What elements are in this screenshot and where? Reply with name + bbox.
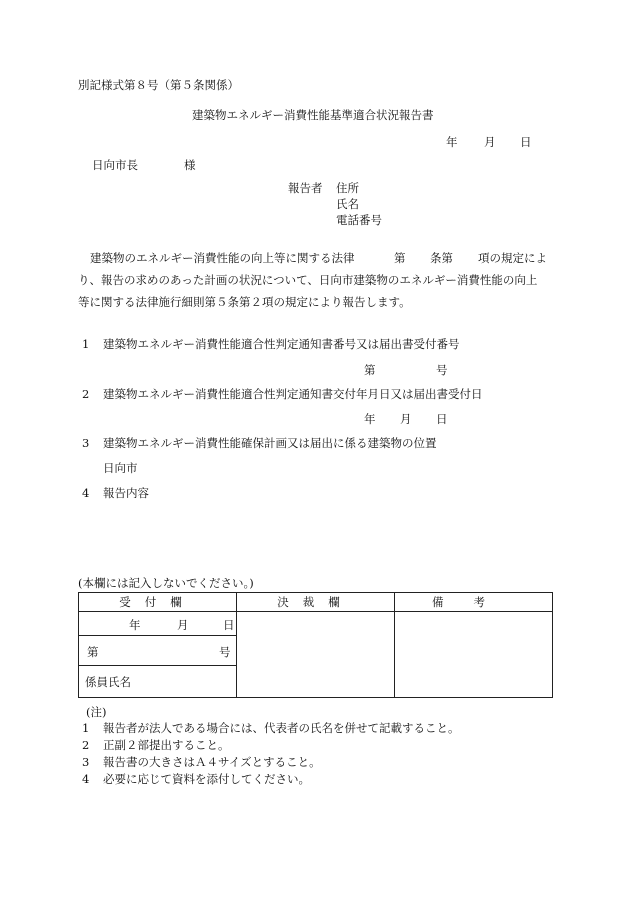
form-label: 別記様式第８号（第５条関係）: [78, 78, 239, 92]
item-2-sub-a: 年: [364, 412, 376, 426]
date-year: 年: [446, 135, 458, 149]
note-3-text: 報告書の大きさはＡ４サイズとすること。: [103, 755, 321, 769]
note-2-num: 2: [82, 738, 90, 752]
reception-number-suffix: 号: [219, 644, 231, 659]
reporter-name: 氏名: [336, 197, 359, 211]
reporter-phone: 電話番号: [336, 213, 382, 227]
table-header-row: [79, 593, 553, 612]
addressee-name: 日向市長: [92, 158, 138, 172]
body-line-2: り、報告の求めのあった計画の状況について、日向市建築物のエネルギー消費性能の向上: [78, 273, 538, 287]
reception-number-prefix: 第: [87, 644, 99, 659]
note-4-text: 必要に応じて資料を添付してください。: [103, 772, 310, 786]
body-line-1b: 第: [394, 251, 406, 265]
office-use-table: [78, 592, 553, 698]
item-1-sub-b: 号: [436, 363, 448, 377]
note-4-num: 4: [82, 772, 90, 786]
reporter-address: 住所: [336, 181, 359, 195]
body-line-3: 等に関する法律施行細則第５条第２項の規定により報告します。: [78, 295, 411, 309]
item-2-sub-c: 日: [436, 412, 448, 426]
note-2-text: 正副２部提出すること。: [103, 738, 230, 752]
date-month: 月: [484, 135, 496, 149]
date-day: 日: [520, 135, 532, 149]
table-caption: (本欄には記入しないでください。): [78, 576, 254, 590]
body-line-1d: 項の規定によ: [478, 251, 547, 265]
page-title: 建築物エネルギー消費性能基準適合状況報告書: [192, 108, 434, 122]
reception-number-cell: [79, 636, 237, 666]
item-4-text: 報告内容: [103, 486, 149, 500]
header-remarks: 備考: [395, 593, 553, 612]
reception-day: 日: [223, 617, 235, 632]
header-reception: 受付欄: [79, 593, 237, 612]
note-1-text: 報告者が法人である場合には、代表者の氏名を併せて記載すること。: [103, 721, 460, 735]
item-1-sub-a: 第: [364, 363, 376, 377]
item-1-text: 建築物エネルギー消費性能適合性判定通知書番号又は届出書受付番号: [103, 337, 460, 351]
note-3-num: 3: [82, 755, 90, 769]
item-1-num: 1: [82, 337, 90, 351]
item-3-sub: 日向市: [103, 461, 138, 475]
approval-cell: [237, 612, 395, 698]
addressee-honorific: 様: [184, 158, 196, 172]
body-line-1c: 条第: [430, 251, 453, 265]
remarks-cell: [395, 612, 553, 698]
item-3-num: 3: [82, 436, 90, 450]
staff-name-cell: 係員氏名: [79, 666, 237, 698]
body-line-1a: 建築物のエネルギー消費性能の向上等に関する法律: [90, 251, 355, 265]
table-row: [79, 612, 553, 636]
note-1-num: 1: [82, 721, 90, 735]
item-2-sub-b: 月: [400, 412, 412, 426]
reception-date-cell: [79, 612, 237, 636]
item-2-text: 建築物エネルギー消費性能適合性判定通知書交付年月日又は届出書受付日: [103, 387, 483, 401]
reception-month: 月: [177, 617, 189, 632]
reception-year: 年: [129, 617, 141, 632]
header-approval: 決裁欄: [237, 593, 395, 612]
reporter-label: 報告者: [288, 181, 323, 195]
notes-heading: (注): [86, 705, 107, 719]
item-4-num: 4: [82, 486, 90, 500]
item-3-text: 建築物エネルギー消費性能確保計画又は届出に係る建築物の位置: [103, 436, 437, 450]
item-2-num: 2: [82, 387, 90, 401]
